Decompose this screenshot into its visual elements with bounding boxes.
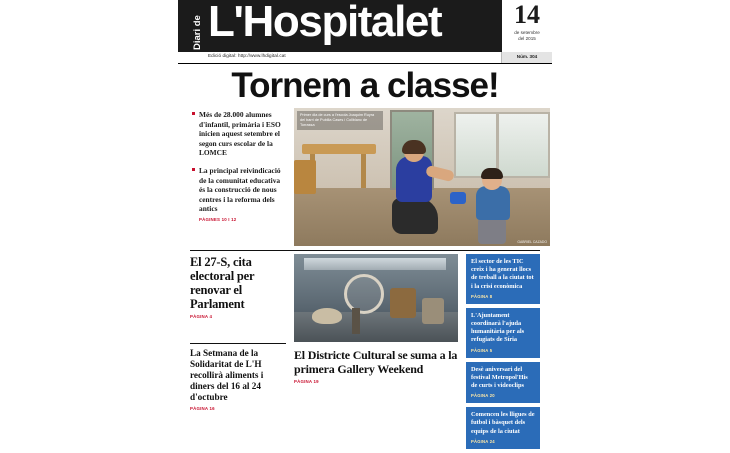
center-photo-wood-sculpture [390,288,416,318]
photo-chair [294,160,316,194]
center-story-page: PÀGINA 19 [294,379,319,384]
brief-item[interactable] [466,407,540,449]
brief-3-text: Desè aniversari del festival Metropol'His de curts i videoclips [471,365,528,390]
photo-window [454,112,550,178]
masthead [178,0,552,52]
newspaper-sheet [178,0,552,444]
center-photo-ceiling-light [304,258,446,270]
brief-4-page: PÀGINA 24 [471,438,495,444]
lead-column [192,110,288,230]
issue-number: Núm. 304 [516,54,538,59]
center-photo-stone-object [312,308,342,324]
lead-page-reference: PÀGINES 10 I 12 [199,216,237,222]
child-shirt [476,186,510,220]
brief-item[interactable] [466,362,540,404]
date-number: 14 [514,0,540,29]
main-photo [294,108,550,246]
brief-item[interactable] [466,254,540,304]
brief-2-text: L'Ajuntament coordinarà l'ajuda humanitària per als refugiats de Síria [471,311,525,344]
photo-child-figure [470,170,520,244]
photo-teacher-figure [390,142,452,240]
left-story-title: El 27-S, cita electoral per renovar el Parlament [190,255,255,311]
right-margin [552,0,730,410]
masthead-kicker: Diari de [192,15,203,50]
child-hair [481,168,503,179]
lead-bullet-1-text: Més de 28.000 alumnes d'infantil, primària i ESO inicien aquest setembre el segon curs escolar de la LOMCE [199,110,281,158]
briefs-column [466,254,540,453]
left-story-2-title: La Setmana de la Solidaritat de L'H recollirà aliments i diners del 16 al 24 d'octubre [190,348,264,402]
brief-item[interactable] [466,308,540,358]
brief-1-text: El sector de les TIC creix i ha generat llocs de treball a la ciutat tot i la crisi econòmica [471,258,534,290]
photo-toy [450,192,466,204]
left-story-page: PÀGINA 4 [190,314,213,319]
lead-bullet-1 [192,110,288,158]
lead-bullet-2 [192,166,288,222]
photo-credit: GABRIEL CAZADO [517,240,547,244]
lead-bullet-2-text: La principal reivindicació de la comunitat educativa és la construcció de nous centres i la reforma dels antics [199,165,281,214]
left-story-secondary[interactable] [190,348,286,411]
masthead-datebox [502,0,552,52]
brief-3-page: PÀGINA 20 [471,393,495,399]
date-subtext [502,30,552,42]
photo-caption: Primer dia de curs a l'escola Joaquim Ruyra del barri de Pubilla Cases i Collblanc de Torrassa [297,111,383,130]
left-story[interactable] [190,255,286,319]
center-story-photo [294,254,458,342]
brief-1-page: PÀGINA 8 [471,293,493,299]
center-story[interactable] [294,254,458,384]
date-month: de setembre [514,30,540,35]
teacher-legs [392,198,438,234]
page-title: Tornem a classe! [231,66,499,105]
masthead-subbar [178,52,552,64]
center-photo-ring-sculpture [344,274,384,314]
left-story-2-page: PÀGINA 16 [190,406,215,411]
digital-edition-url[interactable]: Edició digital: http://www.lhdigital.cat [208,53,286,58]
left-column-divider [190,343,286,344]
center-photo-block-object [422,298,444,324]
child-legs [478,218,506,244]
photo-table-legs [308,154,368,188]
center-story-title: El Districte Cultural se suma a la primera Gallery Weekend [294,348,458,376]
photo-table [302,144,376,154]
date-year: del 2015 [518,36,536,41]
brief-2-page: PÀGINA 5 [471,347,493,353]
teacher-torso [396,156,432,202]
lower-section [178,250,552,444]
issue-number-box [501,52,552,63]
center-photo-pedestal [352,308,360,334]
left-margin [0,0,178,410]
teacher-hair [402,140,426,154]
masthead-title: L'Hospitalet [208,0,442,46]
horizontal-rule [190,250,540,251]
brief-4-text: Comencen les lligues de futbol i bàsquet dels equips de la ciutat [471,411,535,435]
